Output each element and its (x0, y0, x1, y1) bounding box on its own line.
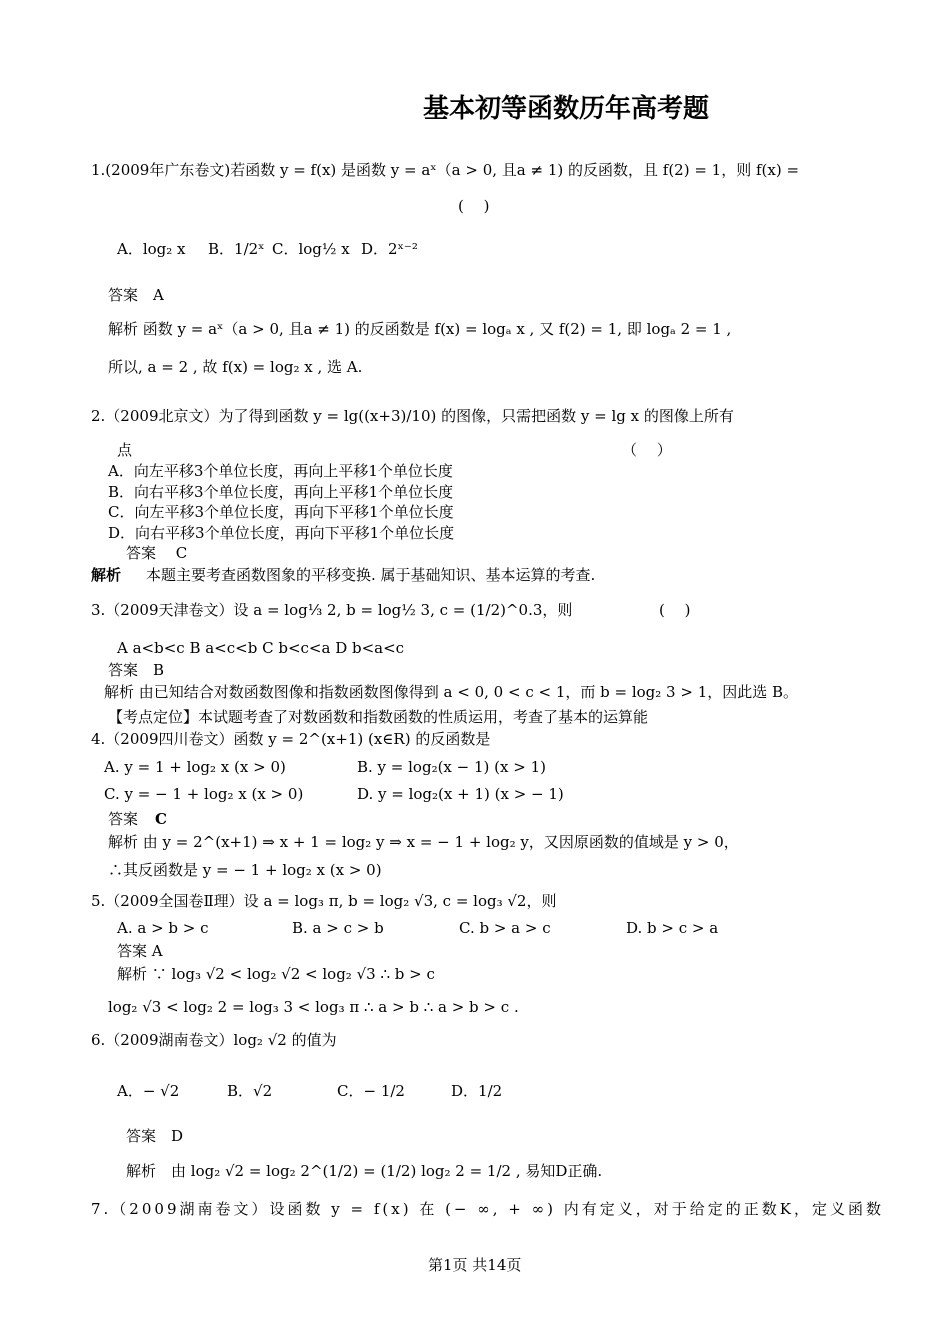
question-4-option-a: A. y = 1 + log₂ x (x > 0) (104, 758, 286, 776)
question-3-note: 【考点定位】本试题考查了对数函数和指数函数的性质运用，考查了基本的运算能 (108, 708, 649, 726)
question-5-option-c: C. b > a > c (459, 919, 551, 937)
question-5-answer: 答案 A (117, 942, 163, 960)
question-2-option-d: D．向右平移3个单位长度，再向下平移1个单位长度 (108, 524, 455, 542)
question-1-option-c: C．log½ x (272, 240, 350, 258)
question-2-stem: 2.（2009北京文）为了得到函数 y = lg((x+3)/10) 的图像，只需把函数 y = lg x 的图像上所有 (91, 407, 734, 425)
page-title: 基本初等函数历年高考题 (423, 94, 710, 124)
question-6-stem: 6.（2009湖南卷文）log₂ √2 的值为 (91, 1031, 337, 1049)
question-5-analysis-1: 解析 ∵ log₃ √2 < log₂ √2 < log₂ √3 ∴ b > c (117, 965, 435, 983)
question-2-option-b: B．向右平移3个单位长度，再向上平移1个单位长度 (108, 483, 454, 501)
question-1-stem: 1.(2009年广东卷文)若函数 y = f(x) 是函数 y = aˣ（a > 0, 且a ≠ 1) 的反函数，且 f(2) = 1，则 f(x) = (91, 161, 800, 179)
question-1-option-a: A．log₂ x (117, 240, 186, 258)
question-4-analysis-1: 解析 由 y = 2^(x+1) ⇒ x + 1 = log₂ y ⇒ x = − 1 + log₂ y，又因原函数的值域是 y > 0， (108, 833, 739, 851)
question-3-answer: 答案 B (108, 661, 165, 679)
page-footer: 第1页 共14页 (428, 1256, 522, 1274)
question-6-analysis: 解析 由 log₂ √2 = log₂ 2^(1/2) = (1/2) log₂ 2 = 1/2 , 易知D正确. (126, 1162, 603, 1180)
question-2-option-a: A．向左平移3个单位长度，再向上平移1个单位长度 (108, 462, 453, 480)
question-7-stem: 7.（2009湖南卷文）设函数 y = f(x) 在 (− ∞, + ∞) 内有定义，对于给定的正数K，定义函数 (91, 1200, 884, 1218)
question-5-option-d: D. b > c > a (626, 919, 719, 937)
question-4-option-c: C. y = − 1 + log₂ x (x > 0) (104, 785, 304, 803)
question-1-analysis-1: 解析 函数 y = aˣ（a > 0, 且a ≠ 1) 的反函数是 f(x) = logₐ x , 又 f(2) = 1, 即 logₐ 2 = 1 , (108, 320, 732, 338)
question-4-answer-value: C (155, 810, 167, 828)
question-6-option-a: A．− √2 (117, 1082, 180, 1100)
question-3-bracket: ( ) (659, 601, 691, 619)
question-1-analysis-2: 所以, a = 2 , 故 f(x) = log₂ x , 选 A. (108, 358, 363, 376)
question-1-option-b: B．1/2ˣ (208, 240, 265, 258)
question-2-option-c: C．向左平移3个单位长度，再向下平移1个单位长度 (108, 503, 454, 521)
question-5-option-a: A. a > b > c (117, 919, 209, 937)
question-2-bracket: （ ） (622, 441, 672, 459)
question-6-answer: 答案 D (126, 1127, 184, 1145)
question-3-options: A a<b<c B a<c<b C b<c<a D b<a<c (117, 639, 405, 657)
question-2-stem-cont: 点 (117, 441, 133, 459)
question-4-answer-label: 答案 (108, 810, 139, 828)
question-1-bracket: ( ) (458, 197, 490, 215)
question-1-answer: 答案 A (108, 286, 164, 304)
question-4-analysis-2: ∴其反函数是 y = − 1 + log₂ x (x > 0) (108, 861, 382, 879)
question-4-option-d: D. y = log₂(x + 1) (x > − 1) (357, 785, 564, 803)
question-2-analysis-label: 解析 (91, 566, 122, 584)
question-5-stem: 5.（2009全国卷Ⅱ理）设 a = log₃ π, b = log₂ √3, c = log₃ √2，则 (91, 892, 557, 910)
question-5-option-b: B. a > c > b (292, 919, 384, 937)
question-6-option-c: C．− 1/2 (337, 1082, 405, 1100)
question-6-option-d: D．1/2 (451, 1082, 503, 1100)
question-3-analysis: 解析 由已知结合对数函数图像和指数函数图像得到 a < 0, 0 < c < 1，而 b = log₂ 3 > 1，因此选 B。 (104, 683, 799, 701)
question-4-option-b: B. y = log₂(x − 1) (x > 1) (357, 758, 546, 776)
question-1-option-d: D．2ˣ⁻² (361, 240, 418, 258)
question-3-stem: 3.（2009天津卷文）设 a = log⅓ 2, b = log½ 3, c = (1/2)^0.3，则 (91, 601, 573, 619)
question-5-analysis-2: log₂ √3 < log₂ 2 = log₃ 3 < log₃ π ∴ a > b ∴ a > b > c . (108, 998, 519, 1016)
question-2-answer: 答案 C (126, 544, 188, 562)
question-4-stem: 4.（2009四川卷文）函数 y = 2^(x+1) (x∈R) 的反函数是 (91, 730, 491, 748)
question-2-analysis: 本题主要考查函数图象的平移变换. 属于基础知识、基本运算的考查. (131, 566, 596, 584)
question-6-option-b: B．√2 (227, 1082, 273, 1100)
